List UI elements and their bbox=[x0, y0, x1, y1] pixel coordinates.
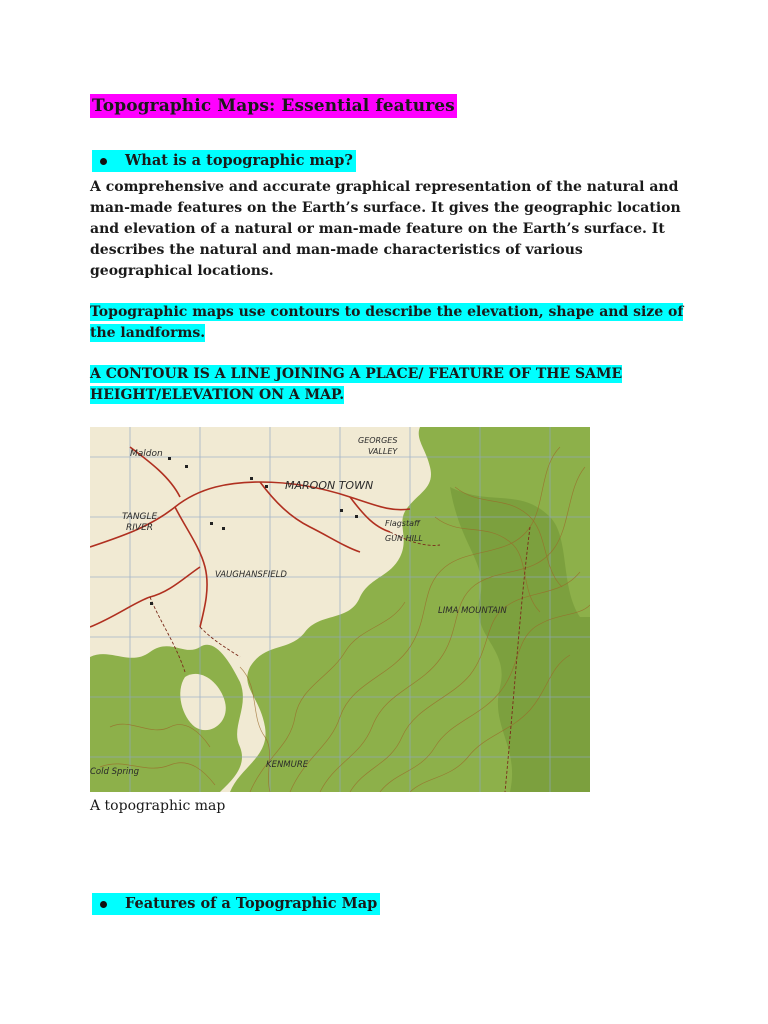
bullet-icon bbox=[100, 901, 107, 908]
page-title: Topographic Maps: Essential features bbox=[92, 96, 455, 116]
map-label-maroon-town: MAROON TOWN bbox=[285, 479, 374, 492]
map-label-maldon: Maldon bbox=[130, 449, 163, 459]
map-label-georges: GEORGES bbox=[358, 436, 398, 445]
contour-highlight-paragraph bbox=[90, 302, 690, 344]
contour-definition-text: A CONTOUR IS A LINE JOINING A PLACE/ FEATURE OF THE SAME HEIGHT/ELEVATION ON A MAP. bbox=[90, 366, 623, 403]
contour-highlight-text: Topographic maps use contours to describe the elevation, shape and size of the landforms. bbox=[90, 304, 684, 341]
map-label-lima-mountain: LIMA MOUNTAIN bbox=[438, 606, 507, 616]
definition-paragraph: A comprehensive and accurate graphical representation of the natural and man-made features on the Earth’s surface. It gives the geographic location and elevation of a natural or man-made feature on the Earth’s surface. It describes the natural and man-made characteristics of various geographical locations. bbox=[90, 179, 681, 279]
map-label-river: RIVER bbox=[126, 523, 154, 533]
map-label-gun-hill: GUN HILL bbox=[385, 534, 423, 543]
topographic-map-image bbox=[90, 427, 590, 792]
map-label-vaughansfield: VAUGHANSFIELD bbox=[215, 570, 287, 580]
map-label-kenmure: KENMURE bbox=[266, 760, 309, 770]
bullet-icon bbox=[100, 158, 107, 165]
map-label-tangle: TANGLE bbox=[122, 512, 158, 522]
section-heading-features bbox=[92, 893, 380, 915]
section-heading-text: What is a topographic map? bbox=[125, 152, 353, 169]
map-caption: A topographic map bbox=[90, 798, 226, 814]
map-label-flagstaff: Flagstaff bbox=[385, 519, 420, 528]
contour-definition-paragraph bbox=[90, 364, 690, 406]
map-label-cold-spring: Cold Spring bbox=[90, 767, 140, 777]
section-heading-text: Features of a Topographic Map bbox=[125, 895, 378, 912]
map-label-valley: VALLEY bbox=[368, 447, 398, 456]
section-heading-what-is bbox=[92, 150, 356, 172]
